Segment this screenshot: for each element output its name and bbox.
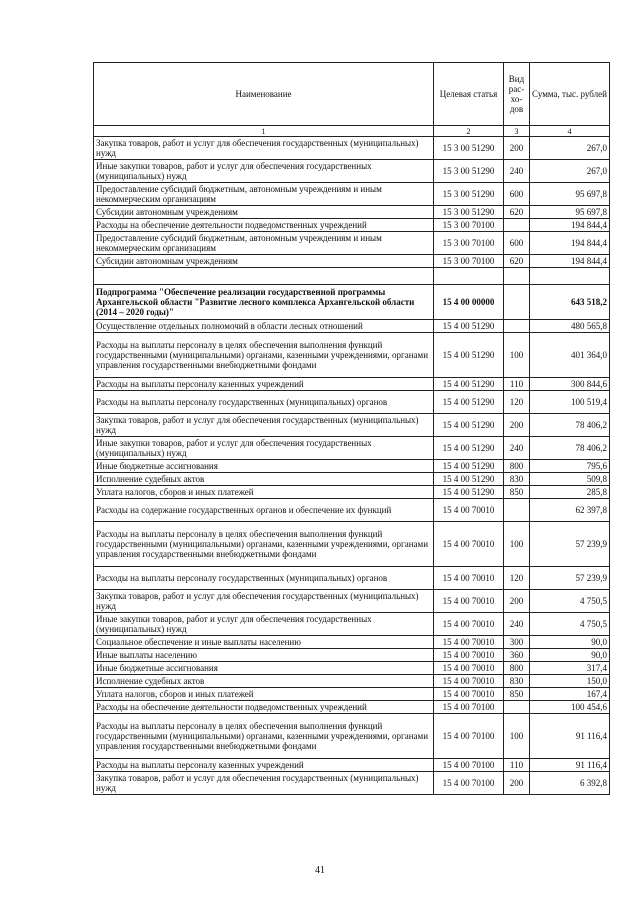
cell-name: Исполнение судебных актов: [94, 675, 434, 688]
table-body: [94, 137, 610, 795]
table-row: [94, 714, 610, 759]
cell-sum: 795,6: [530, 460, 610, 473]
cell-sum: 91 116,4: [530, 714, 610, 759]
cell-sum: 267,0: [530, 137, 610, 160]
table-row: [94, 486, 610, 499]
cell-code: 15 3 00 51290: [434, 160, 504, 183]
spacer-cell: [434, 268, 504, 285]
cell-sum: 317,4: [530, 662, 610, 675]
cell-sum: 4 750,5: [530, 613, 610, 636]
cell-sum: 78 406,2: [530, 437, 610, 460]
cell-code: 15 3 00 51290: [434, 137, 504, 160]
cell-name: Расходы на содержание государственных органов и обеспечение их функций: [94, 499, 434, 522]
cell-name: Иные бюджетные ассигнования: [94, 662, 434, 675]
header-name: Наименование: [94, 63, 434, 126]
cell-vid: 240: [504, 160, 530, 183]
cell-code: 15 4 00 70010: [434, 522, 504, 567]
cell-code: 15 4 00 51290: [434, 414, 504, 437]
table-row: [94, 320, 610, 333]
cell-code: 15 4 00 70010: [434, 567, 504, 590]
column-number-row: [94, 126, 610, 137]
cell-vid: 100: [504, 333, 530, 378]
cell-code: 15 4 00 51290: [434, 391, 504, 414]
cell-vid: 830: [504, 473, 530, 486]
cell-sum: 95 697,8: [530, 206, 610, 219]
cell-code: 15 4 00 51290: [434, 333, 504, 378]
cell-sum: 100 454,6: [530, 701, 610, 714]
cell-vid: 360: [504, 649, 530, 662]
header-sum: Сумма, тыс. рублей: [530, 63, 610, 126]
spacer-row: [94, 268, 610, 285]
cell-vid: 100: [504, 714, 530, 759]
cell-name: Иные выплаты населению: [94, 649, 434, 662]
cell-sum: 62 397,8: [530, 499, 610, 522]
cell-code: 15 4 00 70010: [434, 662, 504, 675]
cell-code: 15 4 00 70010: [434, 499, 504, 522]
cell-name: Предоставление субсидий бюджетным, автономным учреждениям и иным некоммерческим организациям: [94, 183, 434, 206]
budget-table-sheet: [93, 62, 609, 795]
cell-vid: 240: [504, 437, 530, 460]
cell-sum: 57 239,9: [530, 522, 610, 567]
cell-name: Предоставление субсидий бюджетным, автономным учреждениям и иным некоммерческим организациям: [94, 232, 434, 255]
cell-code: 15 3 00 70100: [434, 255, 504, 268]
cell-code: 15 4 00 70010: [434, 688, 504, 701]
table-row: [94, 522, 610, 567]
cell-name: Иные бюджетные ассигнования: [94, 460, 434, 473]
table-row: [94, 378, 610, 391]
cell-code: 15 4 00 70010: [434, 613, 504, 636]
cell-name: Субсидии автономным учреждениям: [94, 255, 434, 268]
cell-code: 15 4 00 70100: [434, 701, 504, 714]
cell-code: 15 4 00 51290: [434, 460, 504, 473]
cell-vid: 110: [504, 759, 530, 772]
table-row: [94, 437, 610, 460]
table-row: [94, 460, 610, 473]
cell-code: 15 4 00 70100: [434, 714, 504, 759]
table-row: [94, 499, 610, 522]
cell-sum: 480 565,8: [530, 320, 610, 333]
cell-name: Подпрограмма "Обеспечение реализации государственной программы Архангельской области "Развитие лесного комплекса Архангельской области (2014 – 2020 годы)": [94, 285, 434, 320]
cell-vid: 240: [504, 613, 530, 636]
cell-vid: [504, 499, 530, 522]
cell-vid: 200: [504, 590, 530, 613]
cell-name: Исполнение судебных актов: [94, 473, 434, 486]
cell-code: 15 4 00 70010: [434, 636, 504, 649]
cell-vid: 200: [504, 772, 530, 795]
cell-name: Расходы на обеспечение деятельности подведомственных учреждений: [94, 219, 434, 232]
cell-code: 15 4 00 70100: [434, 759, 504, 772]
cell-sum: 300 844,6: [530, 378, 610, 391]
cell-code: 15 4 00 51290: [434, 473, 504, 486]
table-row: [94, 636, 610, 649]
cell-code: 15 4 00 70010: [434, 590, 504, 613]
cell-vid: 200: [504, 414, 530, 437]
cell-code: 15 4 00 51290: [434, 486, 504, 499]
table-row: [94, 391, 610, 414]
cell-name: Субсидии автономным учреждениям: [94, 206, 434, 219]
cell-sum: 6 392,8: [530, 772, 610, 795]
cell-name: Закупка товаров, работ и услуг для обеспечения государственных (муниципальных) нужд: [94, 772, 434, 795]
table-row: [94, 232, 610, 255]
cell-sum: 90,0: [530, 636, 610, 649]
cell-vid: 600: [504, 183, 530, 206]
cell-vid: 110: [504, 378, 530, 391]
table-row: [94, 567, 610, 590]
cell-sum: 91 116,4: [530, 759, 610, 772]
cell-vid: [504, 701, 530, 714]
cell-name: Иные закупки товаров, работ и услуг для обеспечения государственных (муниципальных) нужд: [94, 613, 434, 636]
cell-name: Осуществление отдельных полномочий в области лесных отношений: [94, 320, 434, 333]
table-row: [94, 183, 610, 206]
cell-code: 15 4 00 51290: [434, 320, 504, 333]
table-row: [94, 255, 610, 268]
cell-code: 15 3 00 51290: [434, 183, 504, 206]
cell-name: Социальное обеспечение и иные выплаты населению: [94, 636, 434, 649]
table-row: [94, 160, 610, 183]
cell-name: Уплата налогов, сборов и иных платежей: [94, 688, 434, 701]
cell-sum: 643 518,2: [530, 285, 610, 320]
cell-vid: [504, 219, 530, 232]
cell-name: Закупка товаров, работ и услуг для обеспечения государственных (муниципальных) нужд: [94, 137, 434, 160]
cell-sum: 100 519,4: [530, 391, 610, 414]
header-code: Целевая статья: [434, 63, 504, 126]
cell-vid: 850: [504, 486, 530, 499]
cell-code: 15 4 00 70100: [434, 772, 504, 795]
cell-vid: 830: [504, 675, 530, 688]
table-row: [94, 649, 610, 662]
column-number: 4: [530, 126, 610, 137]
table-row: [94, 688, 610, 701]
table-row: [94, 613, 610, 636]
cell-sum: 267,0: [530, 160, 610, 183]
cell-name: Уплата налогов, сборов и иных платежей: [94, 486, 434, 499]
cell-vid: 100: [504, 522, 530, 567]
cell-sum: 285,8: [530, 486, 610, 499]
cell-sum: 194 844,4: [530, 255, 610, 268]
table-row: [94, 590, 610, 613]
cell-sum: 150,0: [530, 675, 610, 688]
cell-name: Расходы на выплаты персоналу казенных учреждений: [94, 378, 434, 391]
cell-sum: 4 750,5: [530, 590, 610, 613]
cell-sum: 509,8: [530, 473, 610, 486]
column-number: 2: [434, 126, 504, 137]
budget-table: [93, 62, 610, 795]
column-number: 3: [504, 126, 530, 137]
cell-vid: 200: [504, 137, 530, 160]
table-row: [94, 772, 610, 795]
table-row: [94, 473, 610, 486]
cell-name: Расходы на выплаты персоналу государственных (муниципальных) органов: [94, 391, 434, 414]
cell-name: Расходы на выплаты персоналу государственных (муниципальных) органов: [94, 567, 434, 590]
cell-name: Расходы на выплаты персоналу казенных учреждений: [94, 759, 434, 772]
cell-code: 15 4 00 51290: [434, 378, 504, 391]
table-row: [94, 675, 610, 688]
cell-code: 15 3 00 51290: [434, 206, 504, 219]
table-row: [94, 219, 610, 232]
cell-sum: 90,0: [530, 649, 610, 662]
cell-vid: 620: [504, 255, 530, 268]
page-number: 41: [315, 865, 325, 876]
cell-vid: 120: [504, 567, 530, 590]
cell-vid: [504, 285, 530, 320]
table-row: [94, 206, 610, 219]
cell-code: 15 3 00 70100: [434, 232, 504, 255]
cell-name: Расходы на обеспечение деятельности подведомственных учреждений: [94, 701, 434, 714]
cell-sum: 167,4: [530, 688, 610, 701]
cell-code: 15 4 00 70010: [434, 675, 504, 688]
cell-vid: 600: [504, 232, 530, 255]
cell-name: Расходы на выплаты персоналу в целях обеспечения выполнения функций государственными (муниципальными) органами, казенными учреждениями, органами управления государственными внебюджетными фондами: [94, 714, 434, 759]
cell-name: Иные закупки товаров, работ и услуг для обеспечения государственных (муниципальных) нужд: [94, 160, 434, 183]
column-number: 1: [94, 126, 434, 137]
header-vid: Вид рас-хо-дов: [504, 63, 530, 126]
cell-vid: 120: [504, 391, 530, 414]
spacer-cell: [530, 268, 610, 285]
cell-sum: 194 844,4: [530, 219, 610, 232]
spacer-cell: [504, 268, 530, 285]
cell-vid: 800: [504, 460, 530, 473]
cell-name: Расходы на выплаты персоналу в целях обеспечения выполнения функций государственными (муниципальными) органами, казенными учреждениями, органами управления государственными внебюджетными фондами: [94, 333, 434, 378]
spacer-cell: [94, 268, 434, 285]
table-header-row: [94, 63, 610, 126]
cell-sum: 78 406,2: [530, 414, 610, 437]
table-row: [94, 333, 610, 378]
table-row: [94, 414, 610, 437]
cell-vid: [504, 320, 530, 333]
cell-vid: 300: [504, 636, 530, 649]
cell-code: 15 4 00 00000: [434, 285, 504, 320]
cell-code: 15 3 00 70100: [434, 219, 504, 232]
subprogram-row: [94, 285, 610, 320]
cell-vid: 620: [504, 206, 530, 219]
table-row: [94, 759, 610, 772]
table-row: [94, 137, 610, 160]
cell-sum: 194 844,4: [530, 232, 610, 255]
cell-vid: 800: [504, 662, 530, 675]
cell-sum: 95 697,8: [530, 183, 610, 206]
cell-name: Закупка товаров, работ и услуг для обеспечения государственных (муниципальных) нужд: [94, 414, 434, 437]
cell-sum: 57 239,9: [530, 567, 610, 590]
table-row: [94, 662, 610, 675]
cell-code: 15 4 00 70010: [434, 649, 504, 662]
cell-name: Иные закупки товаров, работ и услуг для обеспечения государственных (муниципальных) нужд: [94, 437, 434, 460]
cell-code: 15 4 00 51290: [434, 437, 504, 460]
cell-name: Расходы на выплаты персоналу в целях обеспечения выполнения функций государственными (муниципальными) органами, казенными учреждениями, органами управления государственными внебюджетными фондами: [94, 522, 434, 567]
cell-name: Закупка товаров, работ и услуг для обеспечения государственных (муниципальных) нужд: [94, 590, 434, 613]
table-row: [94, 701, 610, 714]
cell-vid: 850: [504, 688, 530, 701]
cell-sum: 401 364,0: [530, 333, 610, 378]
